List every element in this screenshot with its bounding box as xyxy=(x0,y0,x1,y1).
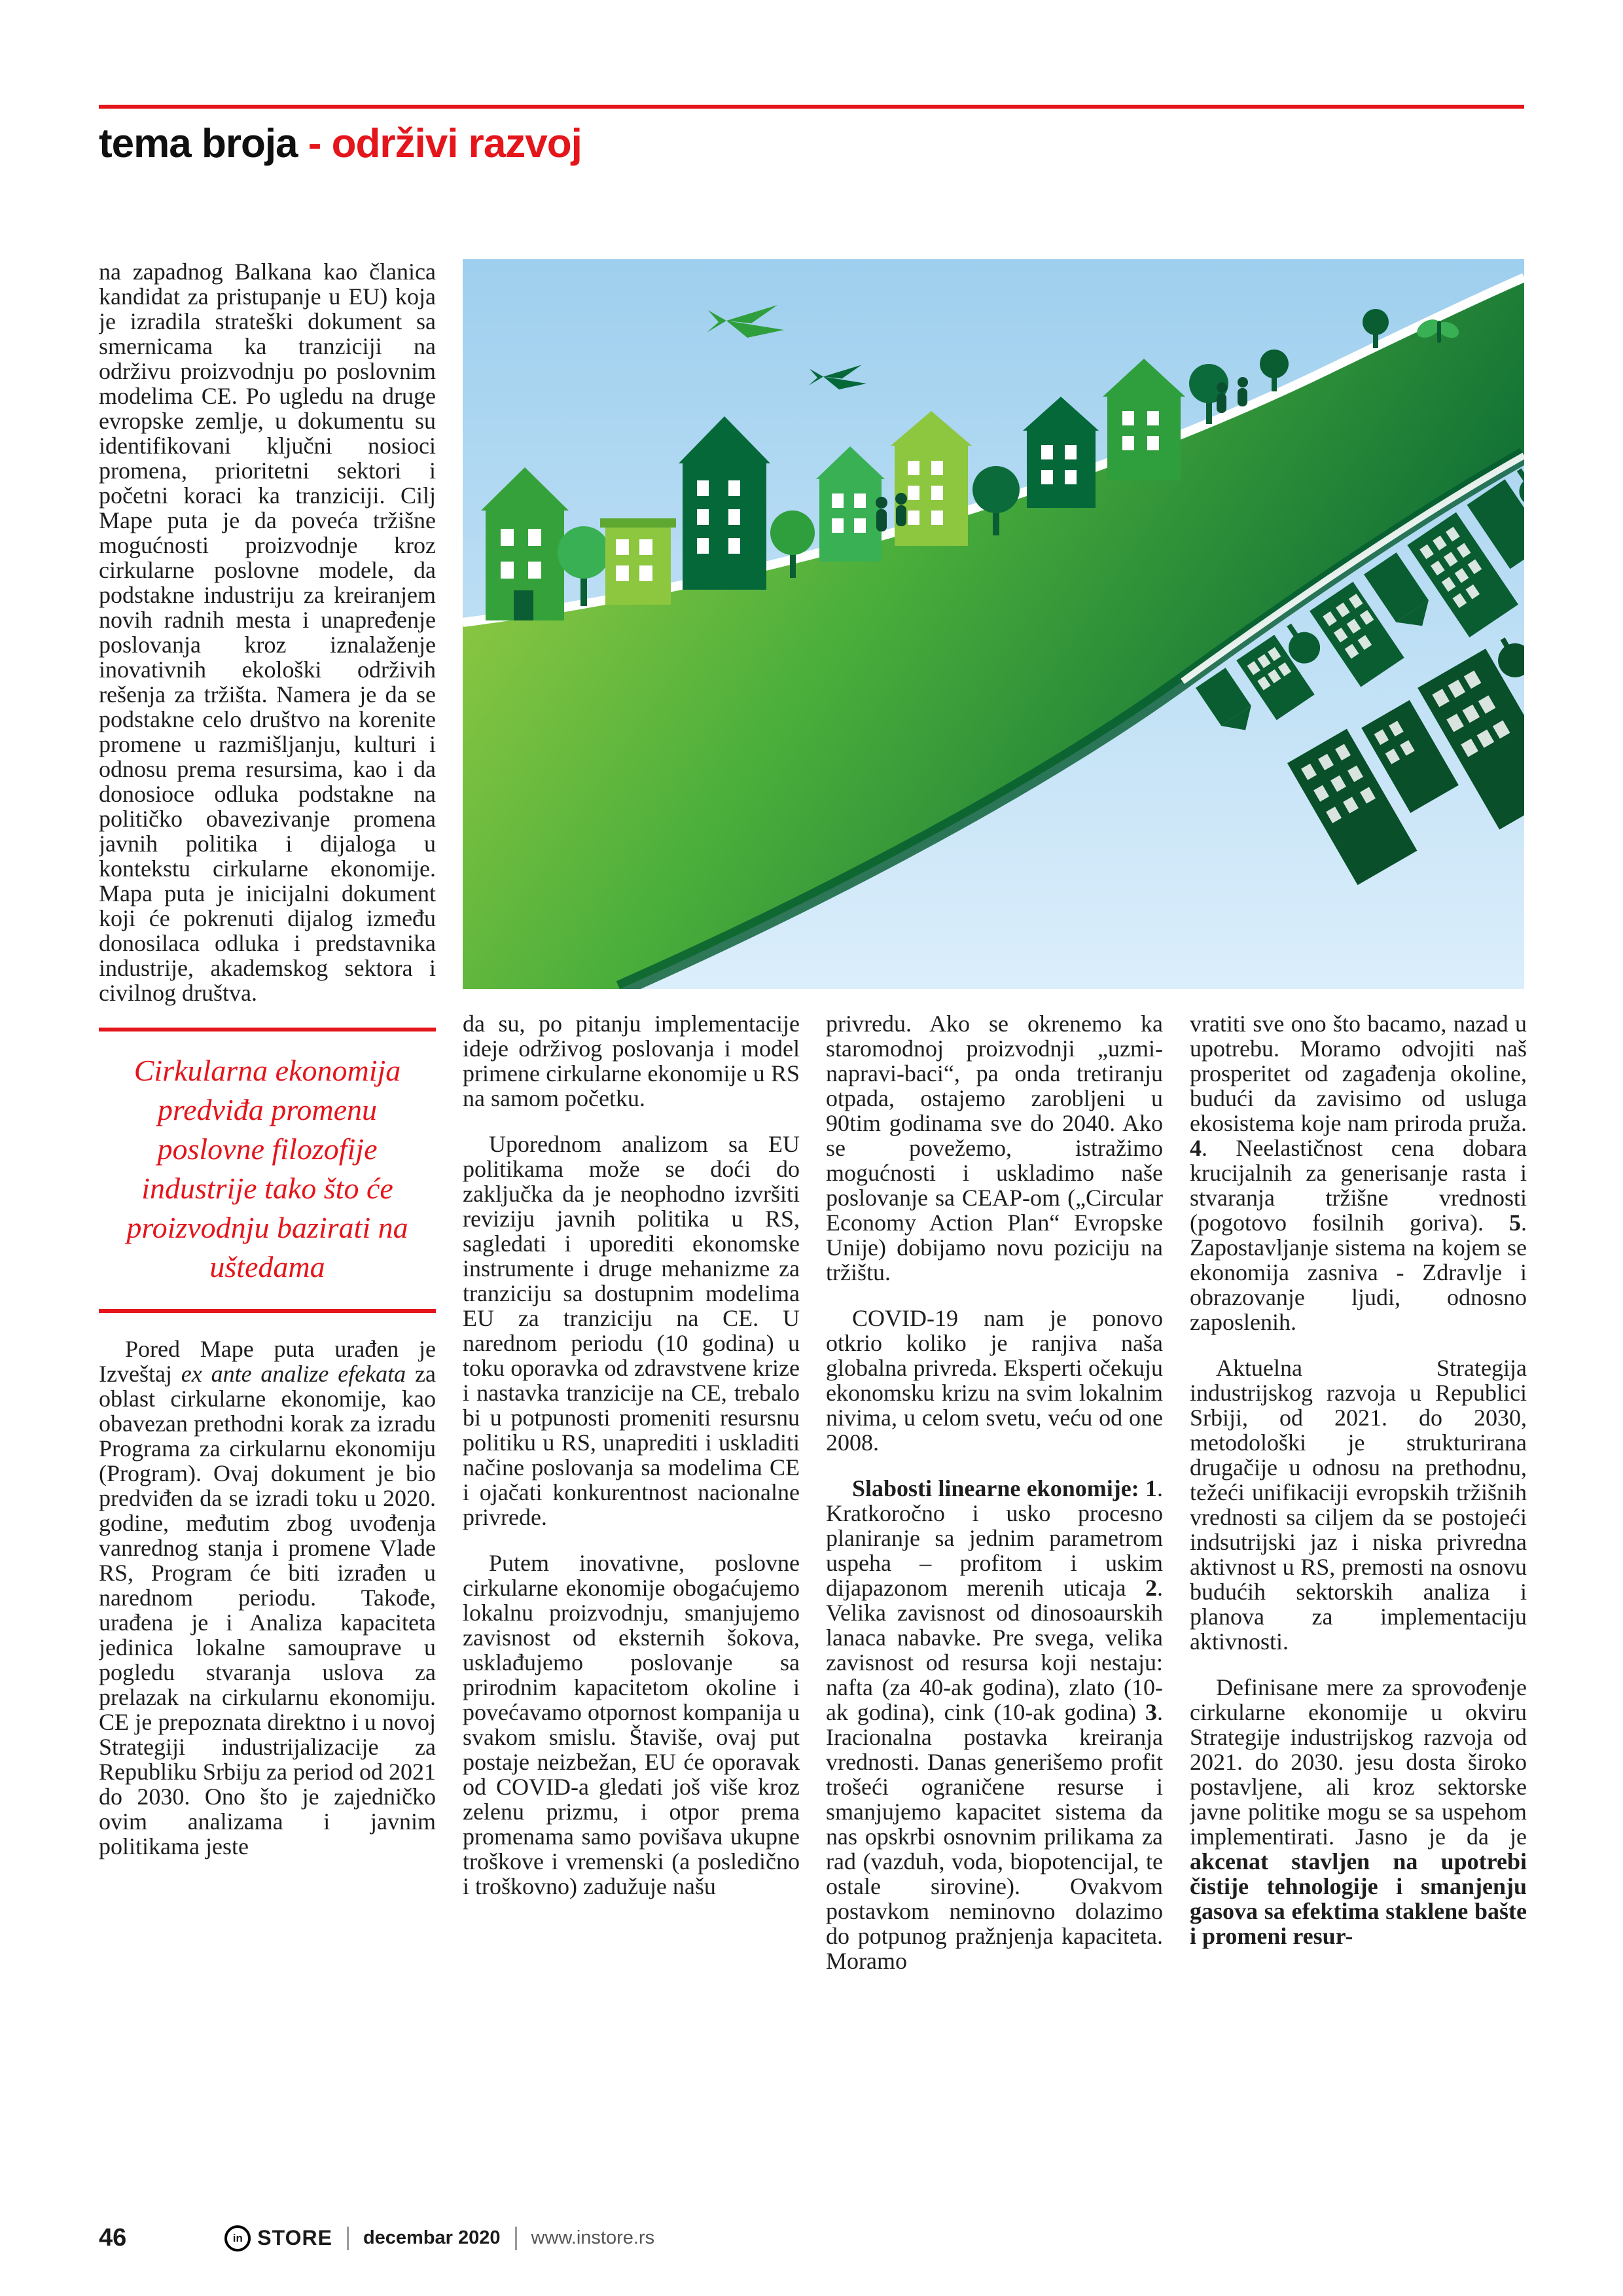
page-footer xyxy=(99,2224,1524,2252)
paragraph: Putem inovativne, poslovne cirkularne ekonomije obogaćujemo lokalnu proizvodnju, smanjujemo zavisnost od eksternih šokova, usklađujemo poslovanje sa prirodnim kapacitetom okoline i povećavamo otpornost kompanija u svakom smislu. Štaviše, ovaj put postaje neizbežan, EU će oporavak od COVID-a gledati još više kroz zelenu prizmu, i otpor prema promenama samo povišava ukupne troškove i vremenski (a posledično i troškovno) zadužuje našu xyxy=(463,1550,800,1899)
paragraph: Definisane mere za sprovođenje cirkularne ekonomije u okviru Strategije industrijskog razvoja od 2021. do 2030. jesu dosta široko postavljene, ali kroz sektorske javne politike mogu se sa uspehom implementirati. Jasno je da je akcenat stavljen na upotrebi čistije tehnologije i smanjenju gasova sa efektima staklene bašte i promeni resur- xyxy=(1190,1674,1527,1949)
article-column-4 xyxy=(1190,1011,1527,2222)
paragraph: Uporednom analizom sa EU politikama može se doći do zaključka da je neophodno izvršiti reviziju javnih politika u RS, sagledati i uporediti ekonomske instrumente i druge mehanizme za tranziciju sa dostupnim modelima EU za tranziciju na CE. U narednom periodu (10 godina) u toku oporavka od zdravstvene krize i nastavka tranzicije na CE, trebalo bi u potpunosti promeniti resursnu politiku u RS, unaprediti i uskladiti načine poslovanja sa modelima CE i ojačati konkurentnost nacionalne privrede. xyxy=(463,1131,800,1530)
store-logo xyxy=(224,2225,332,2251)
website-url: www.instore.rs xyxy=(531,2227,655,2248)
paragraph: Slabosti linearne ekonomije: 1. Kratkoročno i usko procesno planiranje sa jednim parametrom uspeha – profitom i uskim dijapazonom merenih uticaja 2. Velika zavisnost od dinosoaurskih lanaca nabavke. Pre svega, velika zavisnost od resursa koji nestaju: nafta (za 40-ak godina), zlato (10-ak godina), cink (10-ak godina) 3. Iracionalna postavka kreiranja vrednosti. Danas generišemo profit trošeći ograničene resurse i smanjujemo kapacitet sistema da nas opskrbi osnovnim prilikama za rad (vazduh, voda, biopotencijal, te ostale sirovine). Ovakvom postavkom neminovno dolazimo do potpunog pražnjenja kapaciteta. Moramo xyxy=(826,1475,1163,1974)
issue-date: decembar 2020 xyxy=(363,2227,501,2248)
article-column-3 xyxy=(826,1011,1163,2222)
paragraph: COVID-19 nam je ponovo otkrio koliko je ranjiva naša globalna privreda. Eksperti očekuju ekonomsku krizu na svim lokalnim nivima, u celom svetu, veću od one 2008. xyxy=(826,1305,1163,1456)
article-column-2 xyxy=(463,1011,800,2222)
section-label: tema broja xyxy=(99,121,298,166)
paragraph: da su, po pitanju implementacije ideje održivog poslovanja i model primene cirkularne ekonomije u RS na samom početku. xyxy=(463,1011,800,1111)
article-column-1 xyxy=(99,259,436,2227)
paragraph: Aktuelna Strategija industrijskog razvoja u Republici Srbiji, od 2021. do 2030, metodološki je strukturirana drugačije u odnosu na prethodnu, težeći unifikaciji evropskih tržišnih vrednosti sa ciljem da se postojeći indsutrijski jaz i niska privredna aktivnost u RS, premosti na osnovu budućih sektorskih analiza i planova za implementaciju aktivnosti. xyxy=(1190,1355,1527,1655)
paragraph: na zapadnog Balkana kao članica kandidat za pristupanje u EU) koja je izradila strateški dokument sa smernicama ka tranziciji na održivu proizvodnju po poslovnim modelima CE. Po ugledu na druge evropske zemlje, u dokumentu su identifikovani ključni nosioci promena, prioritetni sektori i početni koraci ka tranziciji. Cilj Mape puta je da poveća tržišne mogućnosti proizvodnje kroz cirkularne poslovne modele, da podstakne industriju za kreiranjem novih radnih mesta i unapređenje poslovanja kroz iznalaženje inovativnih ekološki održivih rešenja za tržišta. Namera je da se podstakne celo društvo na korenite promene u razmišljanju, kulturi i odnosu prema resursima, kao i da donosioce odluka podstakne na političko obavezivanje promena javnih politika i dijaloga u kontekstu cirkularne ekonomije. Mapa puta je inicijalni dokument koji će pokrenuti dijalog između donosilaca odluka i predstavnika industrije, akademskog sektora i civilnog društva. xyxy=(99,259,436,1006)
section-topic: održivi razvoj xyxy=(331,121,582,166)
sustainable-city-illustration xyxy=(463,259,1524,989)
article-text-block xyxy=(99,259,436,1005)
top-red-rule xyxy=(99,105,1524,109)
paragraph: vratiti sve ono što bacamo, nazad u upotrebu. Moramo odvojiti naš prosperitet od zagađenja okoline, budući da zavisimo od usluga ekosistema koje nam priroda pruža. 4. Neelastičnost cena dobara krucijalnih za generisanje rasta i stvaranja tržišne vrednosti (pogotovo fosilnih goriva). 5. Zapostavljanje sistema na kojem se ekonomija zasniva - Zdravlje i obrazovanje ljudi, odnosno zaposlenih. xyxy=(1190,1011,1527,1335)
paragraph: Pored Mape puta urađen je Izveštaj ex ante analize efekata za oblast cirkularne ekonomije, kao obavezan prethodni korak za izradu Programa za cirkularnu ekonomiju (Program). Ovaj dokument je bio predviđen da se izradi toku u 2020. godine, međutim zbog uvođenja vanrednog stanja i promene Vlade RS, Program će biti izrađen u narednom periodu. Takođe, urađena je i Analiza kapaciteta jedinica lokalne samouprave u pogledu stvaranja uslova za prelazak na cirkularnu ekonomiju. CE je prepoznata direktno i u novoj Strategiji industrijalizacije za Republiku Srbiju za period od 2021 do 2030. Ono što je zajedničko ovim analizama i javnim politikama jeste xyxy=(99,1336,436,1859)
paragraph: privredu. Ako se okrenemo ka staromodnoj proizvodnji „uzmi-napravi-baci“, pa onda tretiranju otpada, ostajemo zarobljeni u 90tim godinama sve do 2040. Ako se povežemo, istražimo mogućnosti i uskladimo naše poslovanje sa CEAP-om („Circular Economy Action Plan“ Evropske Unije) dobijamo novu poziciju na tržištu. xyxy=(826,1011,1163,1285)
article-text-block xyxy=(99,1336,436,1859)
footer-separator xyxy=(515,2227,517,2250)
instore-logo-icon: in xyxy=(224,2225,251,2251)
pull-quote: Cirkularna ekonomija predviđa promenu poslovne filozofije industrije tako što će proizvodnju bazirati na uštedama xyxy=(99,1028,436,1313)
store-logo-text: STORE xyxy=(257,2226,332,2250)
page-title xyxy=(99,120,582,167)
page-number: 46 xyxy=(99,2224,127,2251)
section-separator: - xyxy=(297,121,332,166)
footer-separator xyxy=(347,2227,349,2250)
